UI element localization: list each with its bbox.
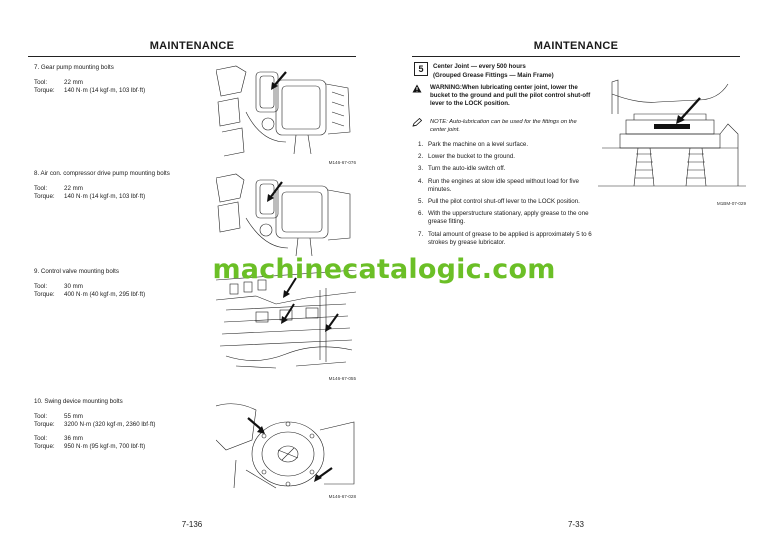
procedure-steps bbox=[418, 141, 598, 251]
item-air-con-compressor bbox=[34, 170, 170, 201]
spec-row: Torque: 140 N·m (14 kgf·m, 103 lbf·ft) bbox=[34, 87, 146, 94]
item-gear-pump bbox=[34, 64, 145, 95]
list-item: 1. Park the machine on a level surface. bbox=[418, 141, 529, 148]
list-item: 6. With the upperstructure stationary, apply grease to the one grease fitting. bbox=[418, 210, 589, 226]
figure-control-valve bbox=[216, 270, 356, 381]
figure-gear-pump bbox=[216, 62, 356, 165]
item-title: 9. Control valve mounting bolts bbox=[34, 268, 119, 275]
spec-row: Torque: 950 N·m (95 kgf·m, 700 lbf·ft) bbox=[34, 443, 146, 450]
figure-swing-device bbox=[216, 400, 356, 499]
spec-row: Tool: 36 mm bbox=[34, 435, 83, 442]
section-title: Center Joint — every 500 hours (Grouped Grease Fittings — Main Frame) bbox=[433, 63, 554, 79]
list-item: 2. Lower the bucket to the ground. bbox=[418, 153, 516, 161]
warning-block bbox=[412, 84, 592, 109]
figure-caption: M146-67-028 bbox=[328, 494, 356, 499]
control-valve-illustration bbox=[216, 270, 356, 374]
figure-caption: M1BM-07-029 bbox=[716, 201, 746, 206]
spec-row: Torque: 140 N·m (14 kgf·m, 103 lbf·ft) bbox=[34, 193, 146, 200]
figure-center-joint bbox=[598, 74, 746, 206]
list-item: 4. Run the engines at slow idle speed without load for five minutes. bbox=[418, 177, 579, 193]
section-number-box: 5 bbox=[414, 62, 428, 76]
warning-triangle-icon bbox=[412, 84, 422, 93]
spec-row: Tool: 22 mm bbox=[34, 79, 83, 86]
right-page-header: MAINTENANCE bbox=[412, 40, 740, 57]
list-item: 5. Pull the pilot control shut-off lever to the LOCK position. bbox=[418, 198, 580, 206]
list-item: 3. Turn the auto-idle switch off. bbox=[418, 165, 506, 173]
spec-row: Tool: 22 mm bbox=[34, 185, 83, 192]
warning-text: WARNING:When lubricating center joint, lower the bucket to the ground and pull the pilot control shut-off lever to the LOCK position. bbox=[430, 84, 591, 108]
spec-row: Tool: 55 mm bbox=[34, 413, 83, 420]
item-title: 8. Air con. compressor drive pump mounting bolts bbox=[34, 170, 170, 177]
left-page-header: MAINTENANCE bbox=[28, 40, 356, 57]
left-page-number: 7-136 bbox=[181, 520, 203, 529]
item-title: 10. Swing device mounting bolts bbox=[34, 398, 123, 405]
gear-pump-illustration bbox=[216, 62, 356, 158]
pencil-note-icon bbox=[412, 118, 422, 127]
right-page-number: 7-33 bbox=[567, 520, 584, 529]
note-text: NOTE: Auto-lubrication can be used for the fittings on the center joint. bbox=[430, 119, 577, 133]
figure-air-con-compressor bbox=[216, 172, 356, 258]
item-title: 7. Gear pump mounting bolts bbox=[34, 64, 114, 71]
center-joint-illustration bbox=[598, 74, 746, 194]
list-item: 7. Total amount of grease to be applied is approximately 5 to 6 strokes by grease lubricator. bbox=[418, 230, 592, 246]
item-swing-device bbox=[34, 398, 155, 451]
compressor-illustration bbox=[216, 172, 356, 258]
spec-row: Torque: 400 N·m (40 kgf·m, 295 lbf·ft) bbox=[34, 291, 146, 298]
watermark: machinecatalogic.com bbox=[212, 254, 556, 285]
spec-row: Torque: 3200 N·m (320 kgf·m, 2360 lbf·ft) bbox=[34, 421, 156, 428]
spec-row: Tool: 30 mm bbox=[34, 283, 83, 290]
note-block bbox=[412, 118, 592, 134]
swing-device-illustration bbox=[216, 400, 356, 492]
figure-caption: M146-67-055 bbox=[328, 376, 356, 381]
figure-caption: M146-67-076 bbox=[328, 160, 356, 165]
